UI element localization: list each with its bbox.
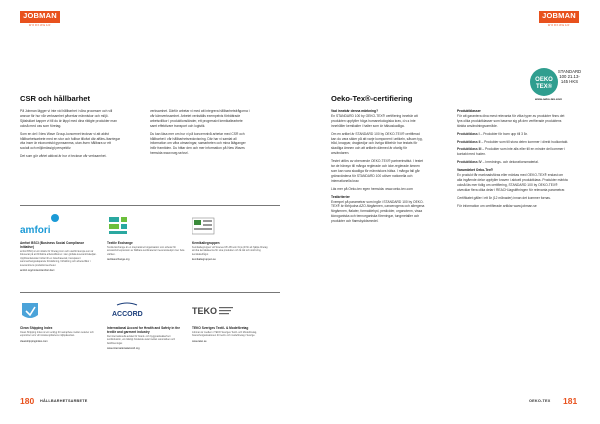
- paragraph: Certifikatet gäller i ett år (12 månader) innan det kommer fornas.: [457, 195, 551, 200]
- divider: [20, 292, 280, 293]
- subheading: Testkriterier: [331, 194, 350, 199]
- left-column-1: [20, 109, 120, 162]
- org-textile-exchange: [107, 213, 185, 261]
- right-column-2: [457, 109, 569, 212]
- class-head: Produktklass IV: [457, 160, 482, 165]
- page-title: Oeko-Tex®-certifiering: [331, 94, 413, 103]
- product-class-2: [457, 140, 569, 145]
- class-text: – Inrednings- och dekorationsmaterial.: [482, 160, 539, 165]
- org-name: TEKO Sveriges Textil- & Modeföretag: [192, 326, 249, 330]
- org-description: amfori BSCI är ett initiativ för företag inom och utanför Europa som är fokuserat på att förbättra arbetsvillkoren i den globala leverantörskedjan. Uppförandekoden bidrar till en riskerbaserad, transparent sammanhangsskapande förstärkning, förbättring och arbetsvillkor i leverantörens produktionsenheter.: [20, 250, 97, 267]
- paragraph: Om en artikel är STANDARD 100 by OEKO-TEX® certifierad kan du vara säker på att varje komponent i artikeln, såsom tyg, tråd, knappar, dragkedjor och övriga tillbehör har testats för skadliga ämnen och att artikeln därmed är ofarlig för användaren.: [331, 131, 423, 156]
- svg-text:ACCORD: ACCORD: [112, 311, 143, 318]
- org-url: www.internationalaccord.org: [107, 347, 140, 351]
- product-class-intro: [457, 109, 569, 129]
- paragraph: Testet utförs av oberoende OEKO-TEX® partnerinstitut. I testet tar de hänsyn till många reglerade och icke-reglerade ämnen som kan vara skadliga för människors hälsa. I många fall går gränsvärdena för STANDARD 100 utöver nationella och internationella krav.: [331, 159, 424, 183]
- subheading: Varumärket Oeko-Tex®: [457, 168, 494, 173]
- oeko-tex-icon: [529, 67, 559, 97]
- org-name: Amfori BSCI (Business Social Compliance Initiative): [20, 241, 85, 249]
- brand-name: JOBMAN: [542, 11, 576, 20]
- org-clean-shipping: [20, 298, 98, 343]
- paragraph: Det som gör vårtet aktivat är hur vi tecknar vår verksamhet.: [20, 154, 107, 159]
- paragraph: Ex produkt får marknadsföras eller märkas med OEKO-TEX® endast om alla ingående delar uppfyller kraven i aktuell produktklass. Produkter märkta också läs mer tidlig om certifiering, STANDARD 100 by OEKO-TEX® utvecklar flera olika delar i REACH-lagstiftningen för relevanta parametrar.: [457, 173, 568, 192]
- brand-name: JOBMAN: [23, 11, 57, 20]
- oeko-standard-label: STANDARD 100 21.13-145 HKS: [557, 69, 582, 84]
- class-head: Produktklass II: [457, 139, 481, 144]
- org-amfori: [20, 213, 98, 272]
- subheading: Vad innebär denna märkning?: [331, 109, 379, 113]
- paragraph: En STANDARD 100 by OEKO-TEX® certifiering innebär att produkten uppfyller höga humanekologiska krav, d.v.s inte innehåller kemikalier i halter som är hälsoskadliga.: [331, 113, 418, 128]
- textile-exchange-logo: [107, 213, 185, 239]
- org-description: Det internationella avtalet för brand- och byggnadssäkerhet i textilindustrin, ett rättsligt bindande avtal mellan varumärken och fackföreningar.: [107, 335, 176, 345]
- left-column-2: [150, 109, 250, 159]
- org-url: www.teko.se: [192, 339, 207, 343]
- jobman-logo: [539, 11, 579, 23]
- svg-text:amfori: amfori: [20, 225, 51, 236]
- org-url: kemikaliegruppen.se: [192, 258, 216, 262]
- org-url: cleanshippingindex.com: [20, 339, 48, 343]
- oeko-tex-badge: [515, 67, 590, 107]
- jobman-logo: [20, 11, 60, 23]
- org-url: textileexchange.org: [107, 258, 130, 262]
- oeko-mark-line2: TEX®: [535, 84, 553, 90]
- paragraph: Du kan läsa mer om hur vi på koncernnivå arbetar med CSR och hållbarhet i vår hållbarhetsredovisning. Där har vi samlat all information om våra utmaningar, samarbeten och mina åtäganger inför framtiden. Du hittar den och mer information på New Waves hemsida www.nwg.se/csr/.: [150, 131, 246, 156]
- page-number: 181: [563, 396, 578, 406]
- org-description: Clean Shipping Index är ett verktyg för samarbete mellan rederier och exportörer som vill minska sjöfartens miljöpåverkan.: [20, 331, 94, 338]
- paragraph: På Jobman lägger vi inte vid hållbarhet i våra processer och vill ansvar för hur vår verksamhet påverkar människor och miljö. Sjäslsklart kapper vi till du är läppl med dina riktigte produkter man också med oss som företag.: [20, 109, 117, 128]
- clean-shipping-logo: [20, 298, 98, 324]
- page-number: 180: [20, 396, 35, 406]
- brand-tagline: WORKWEAR: [547, 24, 571, 27]
- paragraph: Exempel på parametrar som ingår i STANDARD 100 by OEKO-TEX® är förbjudna AZO-färgämnen, cancerogena och allergena färgämnen, ftalater, formaldehyd, pesticider, organotenn, vissa kloroganiska och tennorganiska föreningar, tungmetaller och produkter och flamskyddsmedel.: [331, 199, 425, 224]
- class-text: – Produkter för barn upp till 3 år.: [480, 131, 528, 136]
- oeko-url: www.oeko-tex.com: [535, 97, 563, 101]
- page-title: CSR och hållbarhet: [20, 94, 91, 103]
- svg-text:TEKO: TEKO: [192, 306, 218, 316]
- certificate-validity: [457, 196, 569, 201]
- org-teko: [192, 298, 270, 343]
- kemikaliegruppen-logo: [192, 213, 270, 239]
- accord-logo: [107, 298, 185, 324]
- right-column-1: [331, 109, 426, 227]
- right-page: [300, 0, 600, 424]
- org-description: Textile Exchange är en internationell organisation som arbetar för ansvarsfull expansion av hållbara textilmaterial i leveranskedjor över hela världen.: [107, 246, 185, 256]
- product-class-1: [457, 132, 569, 137]
- paragraph: Läs mer på Oeko-tex egen hemsida: www.oeko-tex.com: [331, 186, 413, 191]
- org-name: Kemikaliegruppen: [192, 241, 220, 245]
- class-head: Produktklass I: [457, 131, 480, 136]
- product-class-3: [457, 147, 569, 157]
- paragraph: Som en del i New Wave Group-koncernet tecknar vi att aktivt hållbarhetsarbete med en stor och fullbar tillväxt där affärs-/barriegar vita inser är ekonomiskt gynnsamma, utan även hållbara ur ett socialt och miljömässigt perspektiv.: [20, 131, 120, 151]
- product-class-4: [457, 160, 569, 165]
- paragraph: För information om certifierade artiklar www.jobman.se: [457, 203, 537, 208]
- org-name: Textile Exchange: [107, 241, 133, 245]
- class-text: – Produkter som till stora delen kommer i direkt hudkontakt.: [481, 139, 569, 144]
- org-accord: [107, 298, 185, 350]
- class-text: – Produkter som inte alls eller till en mindre del kommer i kontakt med huden.: [457, 147, 566, 157]
- divider: [20, 205, 280, 206]
- class-head: Produktklass III: [457, 147, 482, 152]
- paragraph: verksamhet. Därför arbetar vi med att integrera hållbarhetsfrågorna i vår kärnverksamhet. Arbetet verkställs exempelvis förbättrade arbetsvillkor i produktionsländer, ett progressivt kemikaliearbete samt effektivare transport och logistik.: [150, 109, 250, 128]
- org-description: Jobman är medlem i TEKO Sveriges Textil- och Modeföretag, branschorganisationen för textil- och modeföretag i Sverige.: [192, 331, 257, 338]
- org-name: International Accord for Health and Safety in the textile and garment industry: [107, 326, 181, 334]
- brand-tagline: WORKWEAR: [28, 24, 52, 27]
- oeko-mark-line1: OEKO: [535, 77, 553, 83]
- paragraph: För att garantera dina mest relevanta för vilka typer av produkter finns det fyra olika produktklasser som baserar sig på den verifierade produktens tänkta användningsområde.: [457, 113, 565, 128]
- trademark-section: [457, 168, 569, 193]
- teko-logo: [192, 298, 270, 324]
- amfori-logo: [20, 213, 98, 239]
- org-name: Clean Shipping Index: [20, 326, 53, 330]
- org-description: Kemikaliegruppen vid Swerea IVF AB som finns till för att hjälpa företag att öka kemikalieerna för sina produkter och få råd och stöd kring kemikaliefrågor.: [192, 246, 268, 256]
- subheading: Produktklasser: [457, 109, 481, 113]
- org-kemikaliegruppen: [192, 213, 270, 261]
- section-label: OEKO-TEX: [529, 399, 551, 403]
- more-info: [457, 204, 569, 209]
- org-url: amfori.org/content/amfori-bsci: [20, 269, 55, 273]
- section-label: HÅLLBARHETSARBETE: [40, 399, 88, 403]
